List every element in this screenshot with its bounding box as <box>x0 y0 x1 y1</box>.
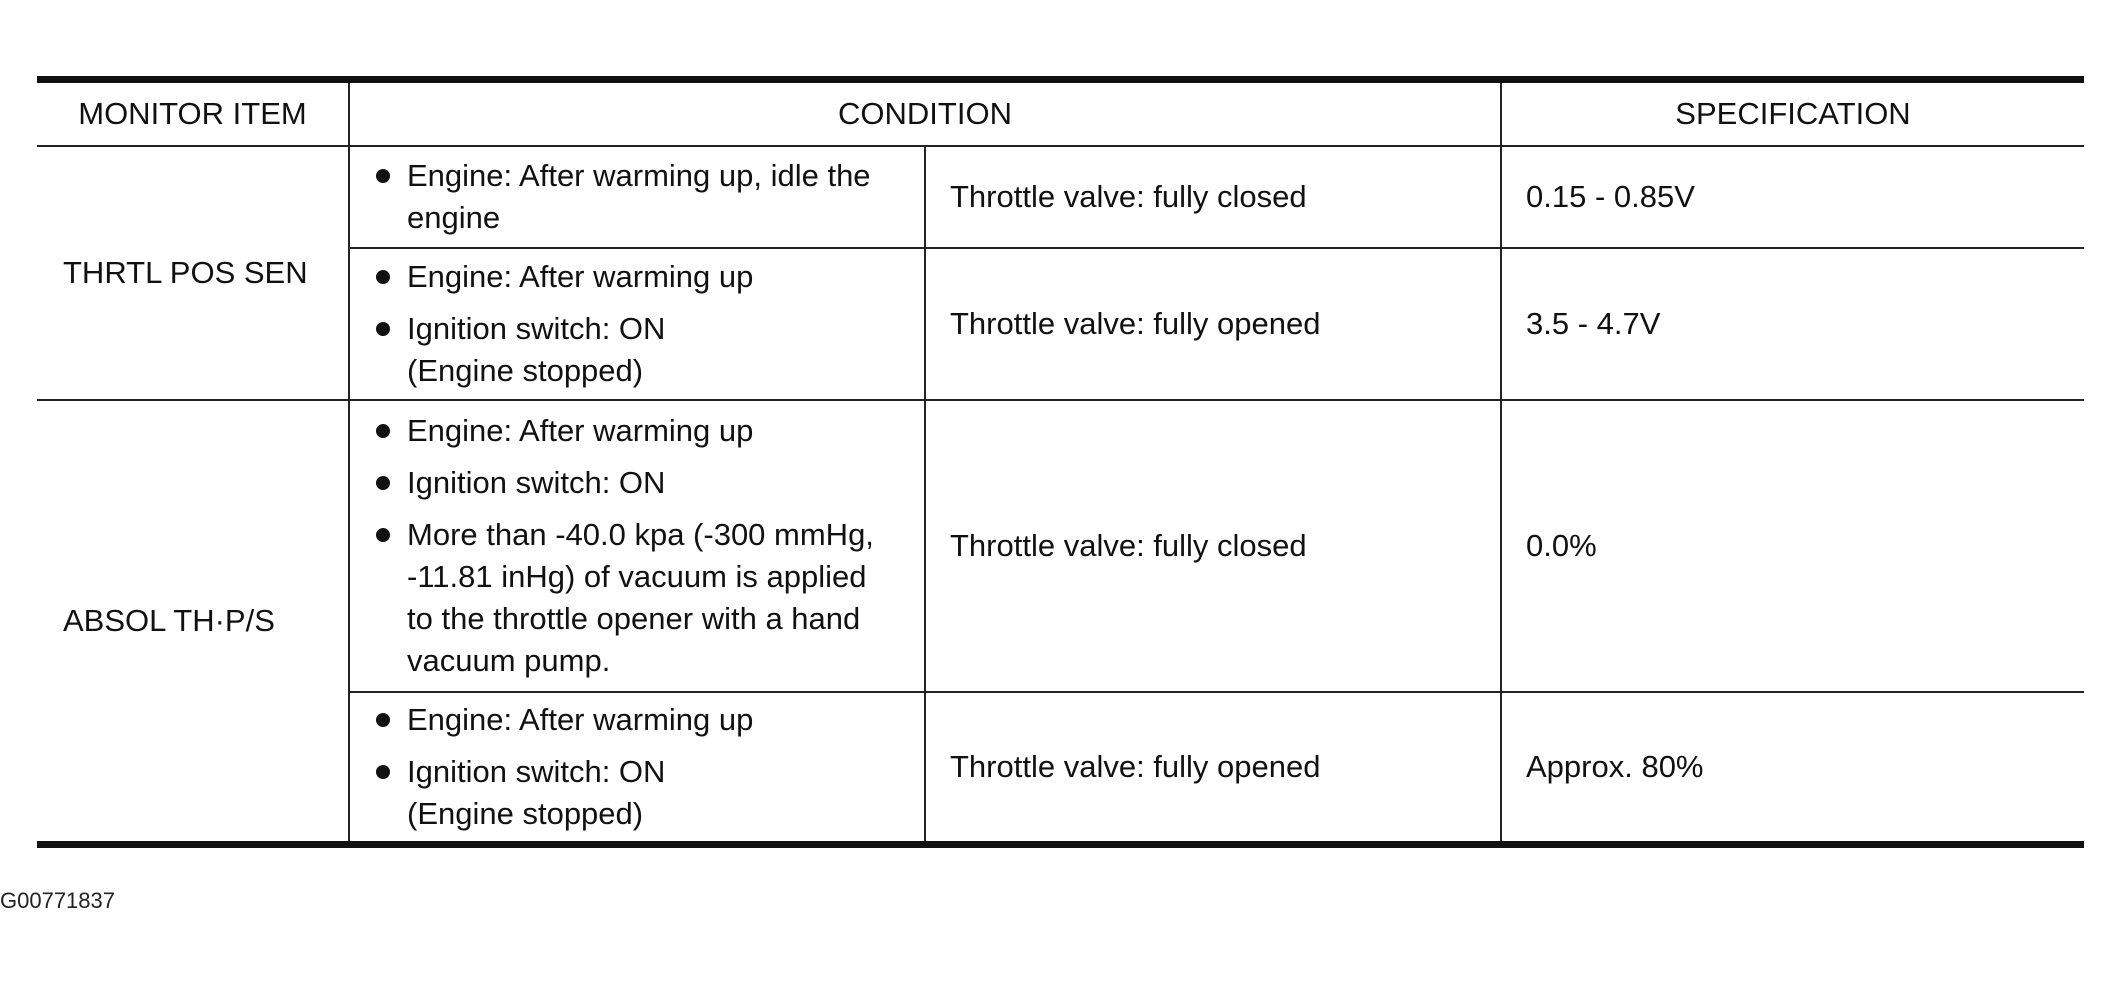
table-row <box>37 400 2084 692</box>
condition-item <box>372 699 914 741</box>
condition-list <box>372 155 914 239</box>
figure-id: G00771837 <box>0 888 115 913</box>
condition-cell <box>349 146 925 248</box>
condition-list <box>372 410 914 682</box>
monitor-item-cell: THRTL POS SEN <box>37 146 349 400</box>
header-specification: SPECIFICATION <box>1501 80 2084 147</box>
condition-cell <box>349 692 925 845</box>
condition-text: Engine: After warming up <box>407 259 754 294</box>
condition-item <box>372 155 914 239</box>
throttle-state-cell: Throttle valve: fully opened <box>925 692 1501 845</box>
bullet-icon <box>376 169 390 183</box>
condition-item <box>372 410 914 452</box>
throttle-state-cell: Throttle valve: fully closed <box>925 400 1501 692</box>
specification-cell: 3.5 - 4.7V <box>1501 248 2084 400</box>
throttle-state-cell: Throttle valve: fully closed <box>925 146 1501 248</box>
condition-list <box>372 256 914 392</box>
condition-text: (Engine stopped) <box>407 353 644 388</box>
condition-text: vacuum pump. <box>407 643 611 678</box>
condition-text: to the throttle opener with a hand <box>407 601 861 636</box>
specification-cell: 0.0% <box>1501 400 2084 692</box>
bullet-icon <box>376 713 390 727</box>
condition-text: (Engine stopped) <box>407 796 644 831</box>
header-condition: CONDITION <box>349 80 1501 147</box>
specification-table <box>37 76 2084 848</box>
table-row <box>37 146 2084 248</box>
bullet-icon <box>376 270 390 284</box>
condition-text: Ignition switch: ON <box>407 754 666 789</box>
condition-text: Engine: After warming up <box>407 413 754 448</box>
condition-item <box>372 308 914 392</box>
condition-text: -11.81 inHg) of vacuum is applied <box>407 559 867 594</box>
specification-cell: 0.15 - 0.85V <box>1501 146 2084 248</box>
bullet-icon <box>376 322 390 336</box>
condition-cell <box>349 248 925 400</box>
bullet-icon <box>376 476 390 490</box>
bullet-icon <box>376 765 390 779</box>
bullet-icon <box>376 528 390 542</box>
throttle-state-cell: Throttle valve: fully opened <box>925 248 1501 400</box>
condition-text: Engine: After warming up, idle the <box>407 158 871 193</box>
condition-text: Ignition switch: ON <box>407 465 666 500</box>
bullet-icon <box>376 424 390 438</box>
condition-item <box>372 256 914 298</box>
condition-item <box>372 462 914 504</box>
condition-item <box>372 751 914 835</box>
condition-item <box>372 514 914 682</box>
condition-text: Ignition switch: ON <box>407 311 666 346</box>
specification-cell: Approx. 80% <box>1501 692 2084 845</box>
condition-text: More than -40.0 kpa (-300 mmHg, <box>407 517 874 552</box>
header-row <box>37 80 2084 147</box>
monitor-item-cell: ABSOL TH·P/S <box>37 400 349 845</box>
header-monitor-item: MONITOR ITEM <box>37 80 349 147</box>
condition-list <box>372 699 914 835</box>
condition-text: Engine: After warming up <box>407 702 754 737</box>
condition-text: engine <box>407 200 501 235</box>
condition-cell <box>349 400 925 692</box>
